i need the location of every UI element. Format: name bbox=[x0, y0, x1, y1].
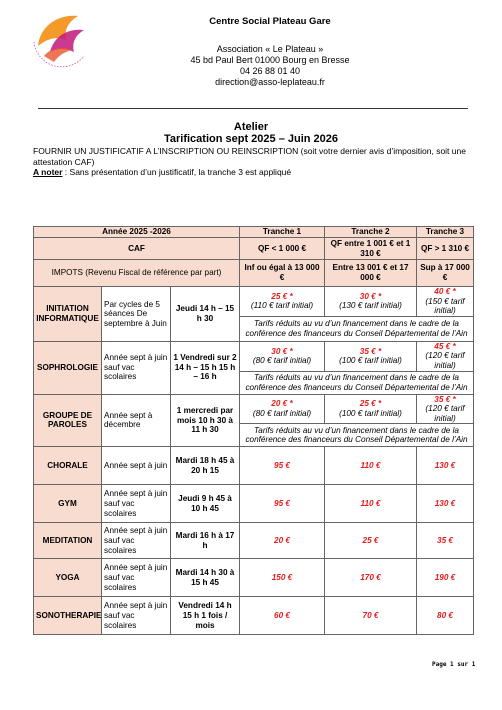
note-text: : Sans présentation d’un justificatif, la tranche 3 est appliqué bbox=[62, 167, 292, 177]
initial-price: (120 € tarif initial) bbox=[425, 404, 465, 423]
atelier-period: Année sept à juin sauf vac scolaires bbox=[102, 523, 171, 559]
atelier-name: SOPHROLOGIE bbox=[34, 341, 102, 394]
price-cell bbox=[240, 287, 325, 317]
initial-price: (100 € tarif initial) bbox=[339, 408, 402, 418]
caf-label: CAF bbox=[34, 238, 240, 260]
impots-tranche-2: Entre 13 001 € et 17 000 € bbox=[325, 260, 417, 287]
page-number: Page 1 sur 1 bbox=[432, 661, 476, 668]
price-cell bbox=[240, 394, 325, 424]
price-value: 130 € bbox=[417, 447, 474, 485]
price-value: 25 € * bbox=[359, 399, 382, 409]
atelier-name: INITIATION INFORMATIQUE bbox=[34, 287, 102, 342]
price-value: 110 € bbox=[325, 447, 417, 485]
price-value: 95 € bbox=[240, 485, 325, 523]
organization-title: Centre Social Plateau Gare bbox=[209, 16, 331, 27]
impots-tranche-1: Inf ou égal à 13 000 € bbox=[240, 260, 325, 287]
table-row bbox=[34, 485, 474, 523]
price-value: 30 € * bbox=[359, 291, 382, 301]
price-cell bbox=[325, 287, 417, 317]
association-logo bbox=[28, 6, 92, 70]
table-row bbox=[34, 341, 474, 371]
price-value: 20 € * bbox=[271, 399, 293, 409]
price-cell bbox=[325, 394, 417, 424]
price-value: 25 € bbox=[325, 523, 417, 559]
price-value: 25 € * bbox=[271, 291, 293, 301]
year-header: Année 2025 -2026 bbox=[34, 227, 240, 238]
initial-price: (110 € tarif initial) bbox=[250, 301, 314, 311]
pricing-table bbox=[33, 226, 474, 635]
price-value: 45 € * bbox=[434, 341, 456, 351]
initial-price: (120 € tarif initial) bbox=[425, 351, 465, 370]
note-label: A noter bbox=[33, 167, 63, 177]
atelier-schedule: 1 mercredi par mois 10 h 30 à 11 h 30 bbox=[171, 394, 240, 447]
organization-contact bbox=[120, 44, 420, 88]
association-name: Association « Le Plateau » bbox=[216, 44, 324, 54]
price-value: 20 € bbox=[240, 523, 325, 559]
price-value: 150 € bbox=[240, 559, 325, 597]
table-row bbox=[34, 447, 474, 485]
instruction-text: FOURNIR UN JUSTIFICATIF A L’INSCRIPTION OU REINSCRIPTION (soit votre dernier avis d’imposition, soit une attestation CAF) bbox=[33, 146, 466, 167]
price-cell bbox=[325, 341, 417, 371]
initial-price: (150 € tarif initial) bbox=[425, 296, 465, 316]
address: 45 bd Paul Bert 01000 Bourg en Bresse bbox=[190, 55, 350, 65]
atelier-schedule: 1 Vendredi sur 2 14 h – 15 h 15 h – 16 h bbox=[171, 341, 240, 394]
email: direction@asso-leplateau.fr bbox=[215, 77, 325, 87]
price-value: 35 € * bbox=[359, 346, 382, 356]
price-value: 40 € * bbox=[434, 287, 456, 296]
table-row bbox=[34, 287, 474, 317]
note-line bbox=[33, 167, 473, 178]
impots-row bbox=[34, 260, 474, 287]
atelier-period: Année sept à juin sauf vac scolaires bbox=[102, 485, 171, 523]
reduced-tariff-note: Tarifs réduits au vu d’un financement dans le cadre de la conférence des financeurs du Conseil Départemental de l’Ain bbox=[240, 316, 474, 341]
price-value: 30 € * bbox=[271, 346, 293, 356]
caf-tranche-1: QF < 1 000 € bbox=[240, 238, 325, 260]
tranche-3-header: Tranche 3 bbox=[417, 227, 474, 238]
price-value: 35 € bbox=[417, 523, 474, 559]
title-atelier: Atelier bbox=[233, 121, 269, 133]
impots-label: IMPOTS (Revenu Fiscal de référence par part) bbox=[34, 260, 240, 287]
phone: 04 26 88 01 40 bbox=[239, 66, 301, 76]
atelier-name: GROUPE DE PAROLES bbox=[34, 394, 102, 447]
initial-price: (80 € tarif initial) bbox=[252, 356, 312, 366]
atelier-name: MEDITATION bbox=[34, 523, 102, 559]
price-value: 95 € bbox=[240, 447, 325, 485]
atelier-period: Par cycles de 5 séances De septembre à Juin bbox=[102, 287, 171, 342]
price-value: 170 € bbox=[325, 559, 417, 597]
table-row bbox=[34, 394, 474, 424]
table-header-row bbox=[34, 227, 474, 238]
atelier-schedule: Mardi 14 h 30 à 15 h 45 bbox=[171, 559, 240, 597]
atelier-period: Année sept à juin bbox=[102, 447, 171, 485]
price-value: 60 € bbox=[240, 597, 325, 635]
caf-row bbox=[34, 238, 474, 260]
instructions bbox=[33, 146, 473, 178]
caf-tranche-3: QF > 1 310 € bbox=[417, 238, 474, 260]
atelier-period: Année sept à juin sauf vac scolaires bbox=[102, 597, 171, 635]
atelier-schedule: Vendredi 14 h 15 h 1 fois / mois bbox=[171, 597, 240, 635]
table-row bbox=[34, 523, 474, 559]
atelier-schedule: Mardi 16 h à 17 h bbox=[171, 523, 240, 559]
table-row bbox=[34, 559, 474, 597]
atelier-period: Année sept à juin sauf vac scolaires bbox=[102, 341, 171, 394]
tranche-1-header: Tranche 1 bbox=[240, 227, 325, 238]
reduced-tariff-note: Tarifs réduits au vu d’un financement dans le cadre de la conférence des financeurs du Conseil Départemental de l’Ain bbox=[240, 424, 474, 447]
price-cell bbox=[417, 341, 474, 371]
divider bbox=[38, 108, 468, 109]
impots-tranche-3: Sup à 17 000 € bbox=[417, 260, 474, 287]
atelier-period: Année sept à juin sauf vac scolaires bbox=[102, 559, 171, 597]
price-value: 70 € bbox=[325, 597, 417, 635]
initial-price: (80 € tarif initial) bbox=[252, 408, 312, 418]
price-value: 80 € bbox=[417, 597, 474, 635]
atelier-name: SONOTHERAPIE bbox=[34, 597, 102, 635]
atelier-name: CHORALE bbox=[34, 447, 102, 485]
price-value: 190 € bbox=[417, 559, 474, 597]
initial-price: (130 € tarif initial) bbox=[339, 301, 402, 311]
initial-price: (100 € tarif initial) bbox=[339, 356, 402, 366]
price-value: 35 € * bbox=[434, 394, 456, 404]
document-title bbox=[0, 121, 502, 145]
price-cell bbox=[417, 287, 474, 317]
reduced-tariff-note: Tarifs réduits au vu d’un financement dans le cadre de la conférence des financeurs du Conseil Départemental de l’Ain bbox=[240, 371, 474, 394]
tranche-2-header: Tranche 2 bbox=[325, 227, 417, 238]
atelier-schedule: Mardi 18 h 45 à 20 h 15 bbox=[171, 447, 240, 485]
atelier-schedule: Jeudi 9 h 45 à 10 h 45 bbox=[171, 485, 240, 523]
price-value: 130 € bbox=[417, 485, 474, 523]
title-period: Tarification sept 2025 – Juin 2026 bbox=[163, 133, 339, 145]
caf-tranche-2: QF entre 1 001 € et 1 310 € bbox=[325, 238, 417, 260]
price-value: 110 € bbox=[325, 485, 417, 523]
price-cell bbox=[417, 394, 474, 424]
price-cell bbox=[240, 341, 325, 371]
atelier-schedule: Jeudi 14 h – 15 h 30 bbox=[171, 287, 240, 342]
atelier-period: Année sept à décembre bbox=[102, 394, 171, 447]
table-row bbox=[34, 597, 474, 635]
atelier-name: GYM bbox=[34, 485, 102, 523]
atelier-name: YOGA bbox=[34, 559, 102, 597]
